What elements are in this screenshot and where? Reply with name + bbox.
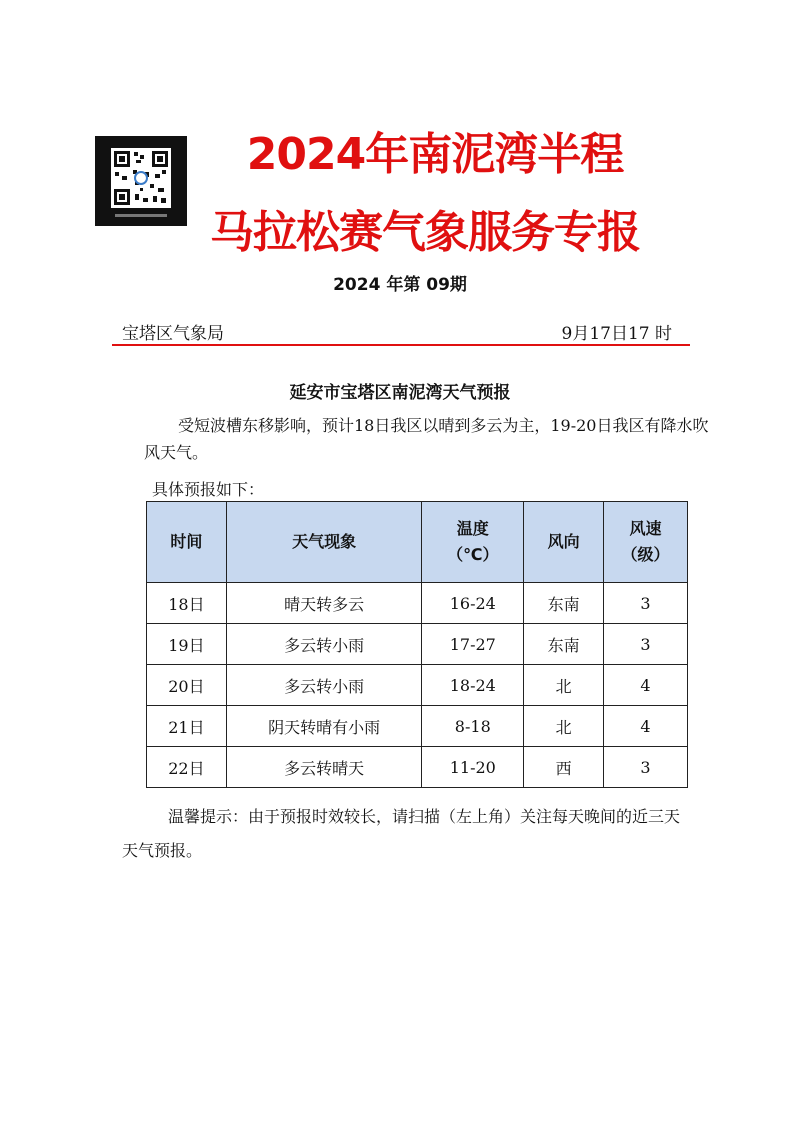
table-row [147, 706, 688, 747]
cell-wind-direction: 北 [524, 706, 604, 747]
cell-wind-direction: 北 [524, 665, 604, 706]
cell-wind-direction: 西 [524, 747, 604, 788]
cell-wind-speed: 3 [604, 583, 688, 624]
cell-wind-speed: 3 [604, 624, 688, 665]
col-header-time: 时间 [147, 502, 227, 583]
forecast-table [146, 501, 688, 788]
issue-date: 9月17日17 时 [561, 324, 672, 344]
cell-temperature: 11-20 [422, 747, 524, 788]
cell-weather: 多云转晴天 [226, 747, 422, 788]
col-header-wind-speed-label: 风速（级） [621, 519, 670, 564]
header-divider [112, 344, 690, 346]
cell-wind-direction: 东南 [524, 583, 604, 624]
col-header-weather: 天气现象 [226, 502, 422, 583]
cell-date: 21日 [147, 706, 227, 747]
cell-temperature: 16-24 [422, 583, 524, 624]
forecast-intro: 具体预报如下： [152, 480, 265, 499]
cell-weather: 多云转小雨 [226, 624, 422, 665]
report-title-line1: 2024年南泥湾半程 [246, 129, 624, 180]
issue-number: 2024 年第 09期 [333, 275, 467, 295]
cell-wind-speed: 3 [604, 747, 688, 788]
table-row [147, 665, 688, 706]
forecast-summary: 受短波槽东移影响，预计18日我区以晴到多云为主，19-20日我区有降水吹风天气。 [144, 416, 709, 462]
col-header-wind-speed [604, 502, 688, 583]
cell-wind-speed: 4 [604, 665, 688, 706]
cell-date: 19日 [147, 624, 227, 665]
issuing-org: 宝塔区气象局 [122, 324, 224, 344]
cell-weather: 阴天转晴有小雨 [226, 706, 422, 747]
cell-wind-speed: 4 [604, 706, 688, 747]
tip-note: 温馨提示：由于预报时效较长，请扫描（左上角）关注每天晚间的近三天天气预报。 [122, 807, 681, 860]
cell-date: 22日 [147, 747, 227, 788]
table-row [147, 747, 688, 788]
col-header-wind-direction: 风向 [524, 502, 604, 583]
cell-wind-direction: 东南 [524, 624, 604, 665]
table-row [147, 583, 688, 624]
table-row [147, 624, 688, 665]
forecast-title: 延安市宝塔区南泥湾天气预报 [289, 383, 511, 403]
cell-date: 20日 [147, 665, 227, 706]
report-title-line2: 马拉松赛气象服务专报 [210, 207, 640, 258]
table-header-row [147, 502, 688, 583]
col-header-temperature-label: 温度（℃） [447, 519, 499, 564]
cell-temperature: 18-24 [422, 665, 524, 706]
cell-date: 18日 [147, 583, 227, 624]
cell-temperature: 17-27 [422, 624, 524, 665]
cell-weather: 晴天转多云 [226, 583, 422, 624]
col-header-temperature [422, 502, 524, 583]
cell-weather: 多云转小雨 [226, 665, 422, 706]
cell-temperature: 8-18 [422, 706, 524, 747]
